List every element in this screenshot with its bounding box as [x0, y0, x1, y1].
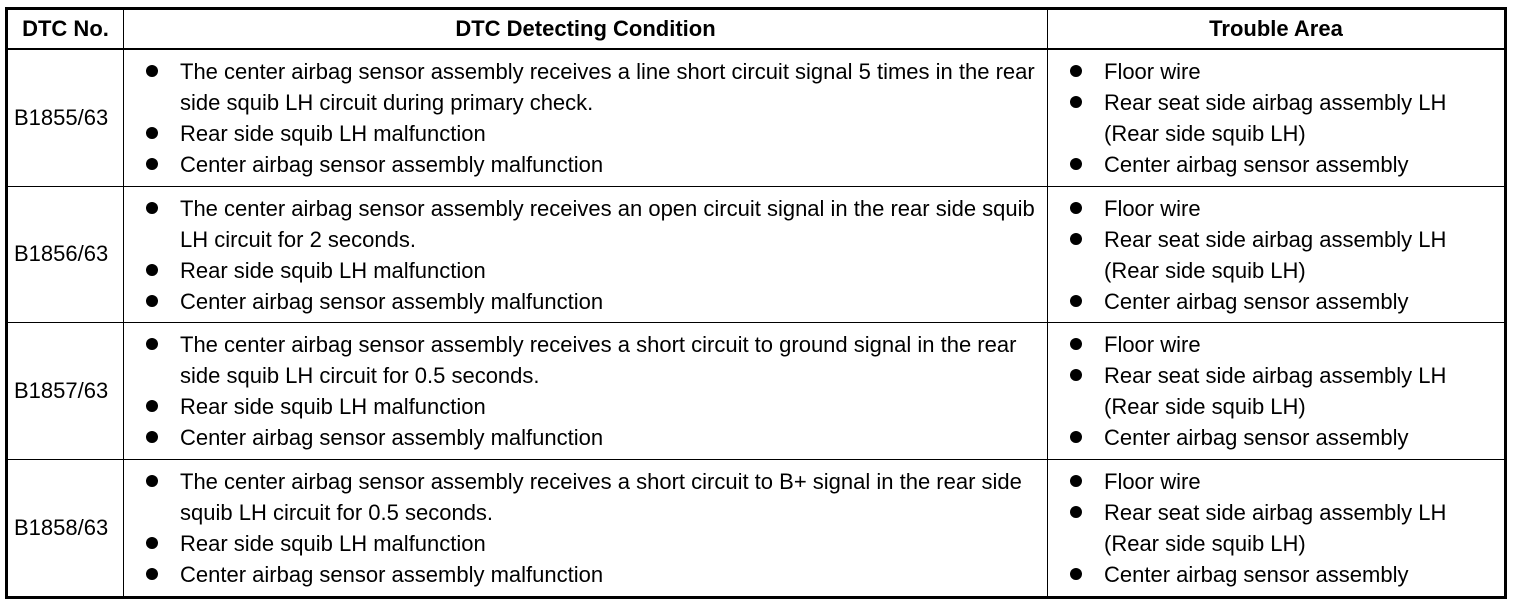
- dtc-code: B1856/63: [8, 187, 124, 324]
- condition-cell: [124, 460, 1048, 597]
- list-item: Center airbag sensor assembly malfunction: [146, 559, 1039, 590]
- list-item: Center airbag sensor assembly malfunction: [146, 422, 1039, 453]
- trouble-area-list: [1048, 460, 1504, 590]
- bullet-icon: [146, 431, 158, 443]
- bullet-icon: [1070, 475, 1082, 487]
- trouble-area-list: [1048, 323, 1504, 453]
- condition-cell: [124, 187, 1048, 324]
- list-item: The center airbag sensor assembly receives an open circuit signal in the rear side squib LH circuit for 2 seconds.: [146, 193, 1039, 255]
- condition-cell: [124, 323, 1048, 460]
- trouble-area-cell: [1048, 187, 1504, 324]
- bullet-icon: [1070, 369, 1082, 381]
- condition-list: [124, 50, 1047, 180]
- list-item: The center airbag sensor assembly receives a line short circuit signal 5 times in the rear side squib LH circuit during primary check.: [146, 56, 1039, 118]
- bullet-icon: [146, 400, 158, 412]
- bullet-icon: [1070, 233, 1082, 245]
- list-item: Center airbag sensor assembly malfunction: [146, 149, 1039, 180]
- bullet-icon: [146, 158, 158, 170]
- bullet-icon: [1070, 202, 1082, 214]
- list-item: Rear seat side airbag assembly LH (Rear side squib LH): [1070, 224, 1496, 286]
- list-item: Center airbag sensor assembly: [1070, 149, 1496, 180]
- condition-cell: [124, 50, 1048, 187]
- list-item: Rear side squib LH malfunction: [146, 118, 1039, 149]
- dtc-code: B1855/63: [8, 50, 124, 187]
- header-trouble-area: Trouble Area: [1048, 10, 1504, 50]
- bullet-icon: [146, 537, 158, 549]
- bullet-icon: [146, 475, 158, 487]
- bullet-icon: [146, 65, 158, 77]
- dtc-code: B1858/63: [8, 460, 124, 597]
- list-item: Rear seat side airbag assembly LH (Rear side squib LH): [1070, 497, 1496, 559]
- list-item: Center airbag sensor assembly: [1070, 286, 1496, 317]
- bullet-icon: [146, 264, 158, 276]
- bullet-icon: [146, 338, 158, 350]
- list-item: Rear seat side airbag assembly LH (Rear side squib LH): [1070, 360, 1496, 422]
- list-item: Center airbag sensor assembly malfunction: [146, 286, 1039, 317]
- dtc-code: B1857/63: [8, 323, 124, 460]
- condition-list: [124, 460, 1047, 590]
- list-item: Floor wire: [1070, 56, 1496, 87]
- list-item: The center airbag sensor assembly receives a short circuit to ground signal in the rear side squib LH circuit for 0.5 seconds.: [146, 329, 1039, 391]
- bullet-icon: [146, 295, 158, 307]
- list-item: Floor wire: [1070, 466, 1496, 497]
- dtc-table: [5, 7, 1507, 599]
- bullet-icon: [146, 202, 158, 214]
- header-detecting-condition: DTC Detecting Condition: [124, 10, 1048, 50]
- list-item: Floor wire: [1070, 193, 1496, 224]
- list-item: Rear seat side airbag assembly LH (Rear side squib LH): [1070, 87, 1496, 149]
- bullet-icon: [146, 127, 158, 139]
- trouble-area-list: [1048, 187, 1504, 317]
- trouble-area-cell: [1048, 323, 1504, 460]
- list-item: Rear side squib LH malfunction: [146, 255, 1039, 286]
- bullet-icon: [1070, 431, 1082, 443]
- list-item: Center airbag sensor assembly: [1070, 559, 1496, 590]
- bullet-icon: [1070, 338, 1082, 350]
- trouble-area-cell: [1048, 460, 1504, 597]
- trouble-area-cell: [1048, 50, 1504, 187]
- list-item: Floor wire: [1070, 329, 1496, 360]
- list-item: Rear side squib LH malfunction: [146, 391, 1039, 422]
- bullet-icon: [1070, 506, 1082, 518]
- bullet-icon: [1070, 295, 1082, 307]
- list-item: Rear side squib LH malfunction: [146, 528, 1039, 559]
- list-item: The center airbag sensor assembly receives a short circuit to B+ signal in the rear side squib LH circuit for 0.5 seconds.: [146, 466, 1039, 528]
- bullet-icon: [1070, 158, 1082, 170]
- trouble-area-list: [1048, 50, 1504, 180]
- header-dtc-no: DTC No.: [8, 10, 124, 50]
- bullet-icon: [1070, 96, 1082, 108]
- condition-list: [124, 187, 1047, 317]
- bullet-icon: [1070, 568, 1082, 580]
- bullet-icon: [146, 568, 158, 580]
- list-item: Center airbag sensor assembly: [1070, 422, 1496, 453]
- condition-list: [124, 323, 1047, 453]
- bullet-icon: [1070, 65, 1082, 77]
